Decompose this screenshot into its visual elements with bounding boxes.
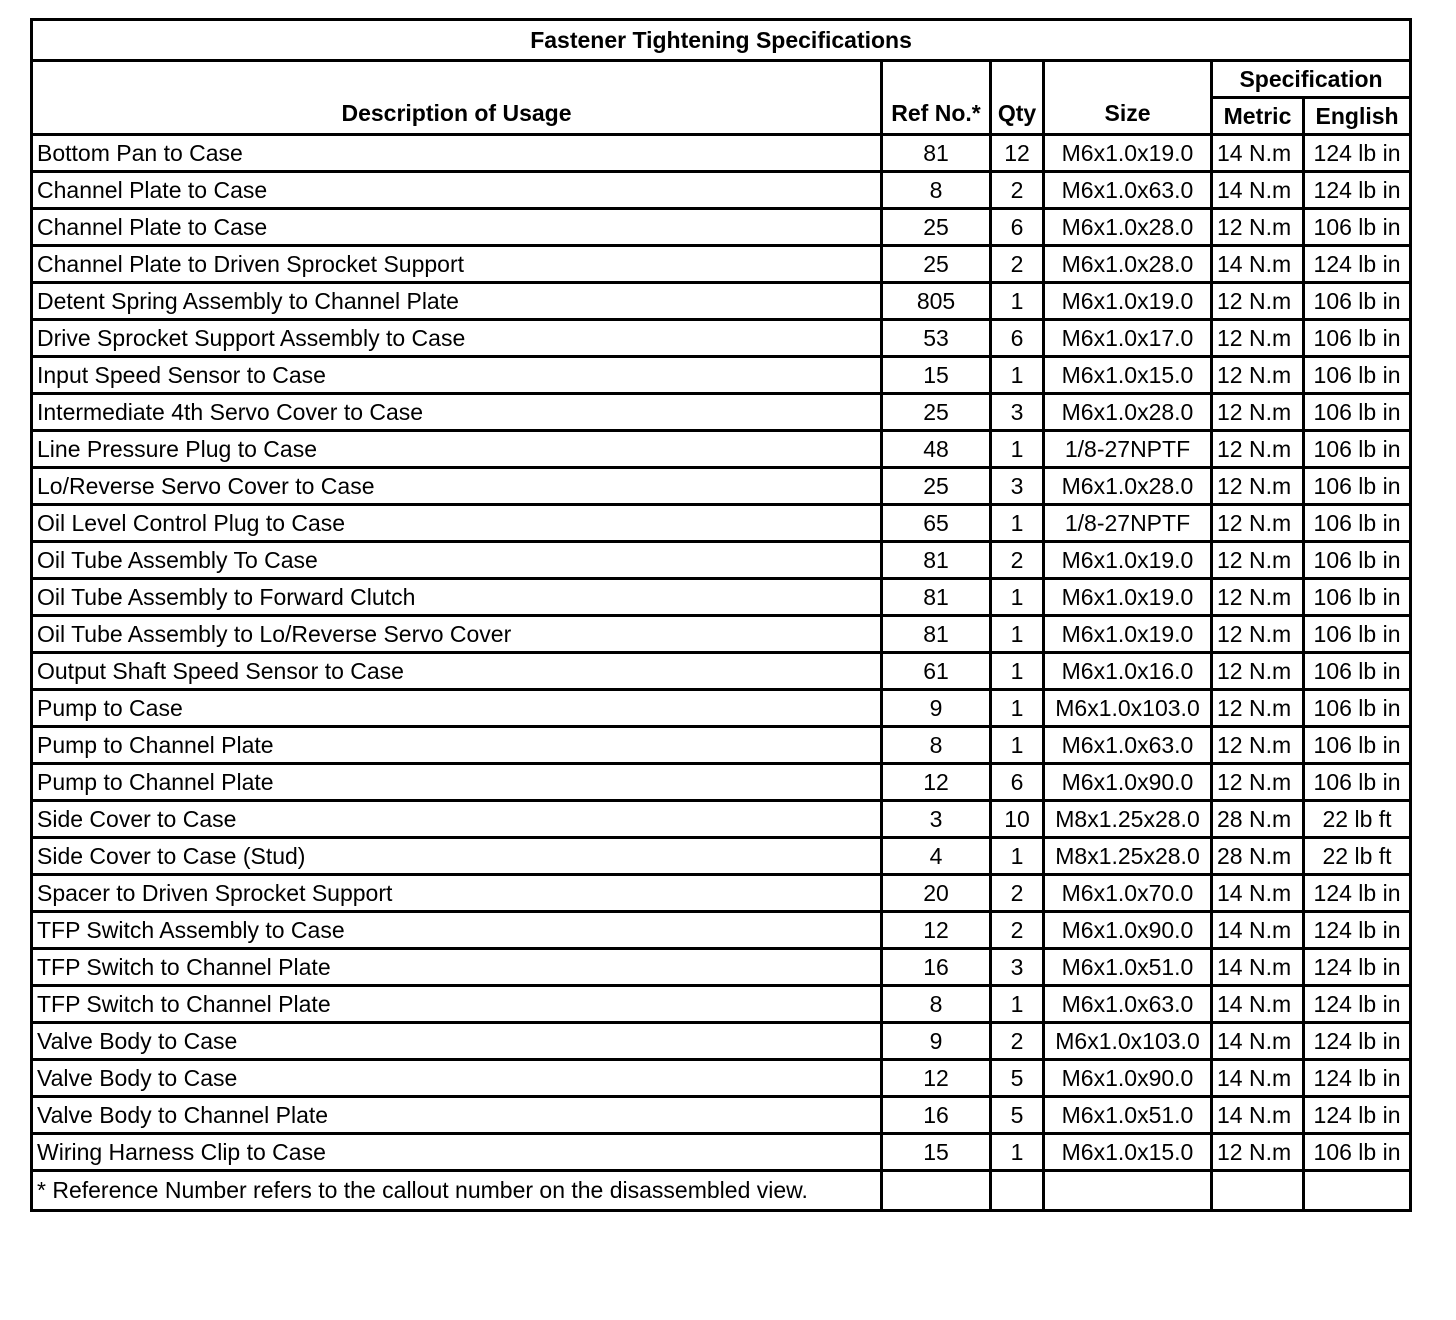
row-size: M6x1.0x19.0 — [1044, 579, 1212, 616]
table-row — [32, 949, 1411, 986]
row-size: M6x1.0x28.0 — [1044, 209, 1212, 246]
table-row — [32, 172, 1411, 209]
row-size: M6x1.0x63.0 — [1044, 727, 1212, 764]
row-ref-no: 8 — [882, 727, 991, 764]
row-description: Wiring Harness Clip to Case — [32, 1134, 882, 1171]
row-metric: 12 N.m — [1212, 579, 1304, 616]
header-size: Size — [1044, 61, 1212, 135]
table-row — [32, 209, 1411, 246]
row-english: 106 lb in — [1304, 616, 1411, 653]
table-row — [32, 690, 1411, 727]
row-description: Input Speed Sensor to Case — [32, 357, 882, 394]
table-row — [32, 283, 1411, 320]
row-qty: 6 — [991, 320, 1044, 357]
row-ref-no: 12 — [882, 764, 991, 801]
row-qty: 1 — [991, 579, 1044, 616]
row-ref-no: 81 — [882, 579, 991, 616]
row-english: 106 lb in — [1304, 764, 1411, 801]
row-description: Output Shaft Speed Sensor to Case — [32, 653, 882, 690]
row-description: Lo/Reverse Servo Cover to Case — [32, 468, 882, 505]
row-qty: 1 — [991, 431, 1044, 468]
row-description: Detent Spring Assembly to Channel Plate — [32, 283, 882, 320]
row-description: Pump to Case — [32, 690, 882, 727]
row-description: Valve Body to Case — [32, 1060, 882, 1097]
row-english: 22 lb ft — [1304, 838, 1411, 875]
row-size: M6x1.0x15.0 — [1044, 357, 1212, 394]
row-description: Oil Tube Assembly to Lo/Reverse Servo Cover — [32, 616, 882, 653]
title-row — [32, 20, 1411, 61]
row-ref-no: 25 — [882, 394, 991, 431]
row-metric: 12 N.m — [1212, 653, 1304, 690]
row-size: M6x1.0x103.0 — [1044, 690, 1212, 727]
table-row — [32, 1023, 1411, 1060]
row-metric: 14 N.m — [1212, 875, 1304, 912]
row-qty: 6 — [991, 209, 1044, 246]
table-title: Fastener Tightening Specifications — [32, 20, 1411, 61]
row-size: M6x1.0x19.0 — [1044, 283, 1212, 320]
row-ref-no: 8 — [882, 172, 991, 209]
row-qty: 2 — [991, 1023, 1044, 1060]
row-size: M6x1.0x63.0 — [1044, 986, 1212, 1023]
table-row — [32, 505, 1411, 542]
row-size: M8x1.25x28.0 — [1044, 838, 1212, 875]
row-description: Line Pressure Plug to Case — [32, 431, 882, 468]
table-row — [32, 1134, 1411, 1171]
row-metric: 14 N.m — [1212, 949, 1304, 986]
footnote-row — [32, 1171, 1411, 1211]
table-row — [32, 246, 1411, 283]
row-metric: 12 N.m — [1212, 727, 1304, 764]
row-metric: 14 N.m — [1212, 1097, 1304, 1134]
footnote-empty-cell — [1304, 1171, 1411, 1211]
row-ref-no: 3 — [882, 801, 991, 838]
row-qty: 3 — [991, 394, 1044, 431]
table-row — [32, 1060, 1411, 1097]
row-ref-no: 25 — [882, 246, 991, 283]
row-qty: 3 — [991, 468, 1044, 505]
row-qty: 2 — [991, 172, 1044, 209]
table-row — [32, 431, 1411, 468]
row-size: M6x1.0x63.0 — [1044, 172, 1212, 209]
row-size: M6x1.0x17.0 — [1044, 320, 1212, 357]
row-english: 124 lb in — [1304, 912, 1411, 949]
row-english: 106 lb in — [1304, 320, 1411, 357]
row-qty: 1 — [991, 727, 1044, 764]
footnote-text: * Reference Number refers to the callout number on the disassembled view. — [32, 1171, 882, 1211]
row-metric: 12 N.m — [1212, 431, 1304, 468]
row-description: Intermediate 4th Servo Cover to Case — [32, 394, 882, 431]
row-ref-no: 81 — [882, 135, 991, 172]
row-english: 106 lb in — [1304, 283, 1411, 320]
row-description: Spacer to Driven Sprocket Support — [32, 875, 882, 912]
row-metric: 14 N.m — [1212, 172, 1304, 209]
row-qty: 2 — [991, 246, 1044, 283]
row-qty: 1 — [991, 1134, 1044, 1171]
row-description: TFP Switch Assembly to Case — [32, 912, 882, 949]
row-qty: 6 — [991, 764, 1044, 801]
row-description: Pump to Channel Plate — [32, 764, 882, 801]
table-row — [32, 579, 1411, 616]
row-ref-no: 20 — [882, 875, 991, 912]
row-size: M6x1.0x90.0 — [1044, 912, 1212, 949]
row-size: 1/8-27NPTF — [1044, 431, 1212, 468]
header-metric: Metric — [1212, 98, 1304, 135]
row-english: 124 lb in — [1304, 1023, 1411, 1060]
row-english: 106 lb in — [1304, 690, 1411, 727]
row-size: 1/8-27NPTF — [1044, 505, 1212, 542]
table-row — [32, 357, 1411, 394]
row-ref-no: 65 — [882, 505, 991, 542]
table-row — [32, 394, 1411, 431]
header-specification: Specification — [1212, 61, 1411, 98]
row-qty: 1 — [991, 986, 1044, 1023]
row-size: M6x1.0x103.0 — [1044, 1023, 1212, 1060]
row-ref-no: 81 — [882, 616, 991, 653]
row-english: 124 lb in — [1304, 135, 1411, 172]
row-metric: 12 N.m — [1212, 320, 1304, 357]
row-description: Side Cover to Case (Stud) — [32, 838, 882, 875]
fastener-spec-table — [30, 18, 1412, 1212]
footnote-empty-cell — [882, 1171, 991, 1211]
row-metric: 28 N.m — [1212, 801, 1304, 838]
row-metric: 12 N.m — [1212, 1134, 1304, 1171]
row-ref-no: 48 — [882, 431, 991, 468]
row-size: M6x1.0x28.0 — [1044, 394, 1212, 431]
row-english: 124 lb in — [1304, 949, 1411, 986]
row-description: Bottom Pan to Case — [32, 135, 882, 172]
row-size: M6x1.0x16.0 — [1044, 653, 1212, 690]
row-metric: 14 N.m — [1212, 246, 1304, 283]
row-description: TFP Switch to Channel Plate — [32, 949, 882, 986]
row-description: Drive Sprocket Support Assembly to Case — [32, 320, 882, 357]
row-english: 106 lb in — [1304, 542, 1411, 579]
header-row — [32, 61, 1411, 98]
row-size: M6x1.0x90.0 — [1044, 1060, 1212, 1097]
row-size: M6x1.0x90.0 — [1044, 764, 1212, 801]
row-qty: 1 — [991, 653, 1044, 690]
row-size: M6x1.0x51.0 — [1044, 1097, 1212, 1134]
row-ref-no: 9 — [882, 690, 991, 727]
row-ref-no: 16 — [882, 949, 991, 986]
row-metric: 12 N.m — [1212, 616, 1304, 653]
row-size: M6x1.0x28.0 — [1044, 246, 1212, 283]
table-row — [32, 320, 1411, 357]
row-size: M6x1.0x15.0 — [1044, 1134, 1212, 1171]
row-english: 106 lb in — [1304, 727, 1411, 764]
table-row — [32, 986, 1411, 1023]
row-qty: 2 — [991, 875, 1044, 912]
row-qty: 12 — [991, 135, 1044, 172]
row-size: M6x1.0x28.0 — [1044, 468, 1212, 505]
row-english: 106 lb in — [1304, 394, 1411, 431]
row-ref-no: 16 — [882, 1097, 991, 1134]
header-ref-no: Ref No.* — [882, 61, 991, 135]
table-row — [32, 764, 1411, 801]
row-metric: 14 N.m — [1212, 1060, 1304, 1097]
row-english: 124 lb in — [1304, 1060, 1411, 1097]
row-english: 106 lb in — [1304, 653, 1411, 690]
row-qty: 3 — [991, 949, 1044, 986]
row-qty: 1 — [991, 838, 1044, 875]
row-description: Side Cover to Case — [32, 801, 882, 838]
row-ref-no: 12 — [882, 912, 991, 949]
row-english: 124 lb in — [1304, 1097, 1411, 1134]
row-metric: 12 N.m — [1212, 357, 1304, 394]
row-ref-no: 9 — [882, 1023, 991, 1060]
row-description: Pump to Channel Plate — [32, 727, 882, 764]
row-metric: 12 N.m — [1212, 690, 1304, 727]
row-ref-no: 53 — [882, 320, 991, 357]
footnote-empty-cell — [991, 1171, 1044, 1211]
row-ref-no: 25 — [882, 209, 991, 246]
row-english: 124 lb in — [1304, 246, 1411, 283]
row-metric: 12 N.m — [1212, 468, 1304, 505]
row-qty: 1 — [991, 357, 1044, 394]
row-description: TFP Switch to Channel Plate — [32, 986, 882, 1023]
header-qty: Qty — [991, 61, 1044, 135]
row-qty: 1 — [991, 283, 1044, 320]
row-metric: 12 N.m — [1212, 283, 1304, 320]
table-row — [32, 912, 1411, 949]
table-row — [32, 1097, 1411, 1134]
row-metric: 14 N.m — [1212, 135, 1304, 172]
row-qty: 2 — [991, 542, 1044, 579]
row-english: 106 lb in — [1304, 468, 1411, 505]
row-qty: 2 — [991, 912, 1044, 949]
row-size: M6x1.0x70.0 — [1044, 875, 1212, 912]
row-ref-no: 61 — [882, 653, 991, 690]
row-qty: 5 — [991, 1060, 1044, 1097]
row-qty: 10 — [991, 801, 1044, 838]
row-qty: 1 — [991, 690, 1044, 727]
table-row — [32, 727, 1411, 764]
row-description: Valve Body to Case — [32, 1023, 882, 1060]
row-description: Oil Tube Assembly to Forward Clutch — [32, 579, 882, 616]
row-size: M6x1.0x19.0 — [1044, 542, 1212, 579]
row-english: 106 lb in — [1304, 1134, 1411, 1171]
row-metric: 14 N.m — [1212, 986, 1304, 1023]
row-size: M6x1.0x19.0 — [1044, 616, 1212, 653]
row-metric: 14 N.m — [1212, 1023, 1304, 1060]
row-metric: 14 N.m — [1212, 912, 1304, 949]
footnote-empty-cell — [1212, 1171, 1304, 1211]
row-description: Channel Plate to Case — [32, 209, 882, 246]
table-row — [32, 875, 1411, 912]
header-english: English — [1304, 98, 1411, 135]
table-row — [32, 838, 1411, 875]
row-ref-no: 81 — [882, 542, 991, 579]
row-description: Channel Plate to Driven Sprocket Support — [32, 246, 882, 283]
row-ref-no: 805 — [882, 283, 991, 320]
row-size: M6x1.0x51.0 — [1044, 949, 1212, 986]
header-description: Description of Usage — [32, 61, 882, 135]
row-size: M6x1.0x19.0 — [1044, 135, 1212, 172]
row-english: 106 lb in — [1304, 431, 1411, 468]
row-english: 106 lb in — [1304, 579, 1411, 616]
row-english: 124 lb in — [1304, 172, 1411, 209]
row-metric: 12 N.m — [1212, 209, 1304, 246]
row-qty: 5 — [991, 1097, 1044, 1134]
row-english: 22 lb ft — [1304, 801, 1411, 838]
row-qty: 1 — [991, 616, 1044, 653]
table-row — [32, 135, 1411, 172]
row-ref-no: 15 — [882, 1134, 991, 1171]
table-row — [32, 468, 1411, 505]
row-english: 106 lb in — [1304, 357, 1411, 394]
row-description: Channel Plate to Case — [32, 172, 882, 209]
row-english: 106 lb in — [1304, 209, 1411, 246]
row-english: 124 lb in — [1304, 875, 1411, 912]
row-ref-no: 12 — [882, 1060, 991, 1097]
row-ref-no: 15 — [882, 357, 991, 394]
row-description: Oil Tube Assembly To Case — [32, 542, 882, 579]
footnote-empty-cell — [1044, 1171, 1212, 1211]
row-ref-no: 8 — [882, 986, 991, 1023]
row-metric: 12 N.m — [1212, 542, 1304, 579]
row-ref-no: 4 — [882, 838, 991, 875]
row-ref-no: 25 — [882, 468, 991, 505]
row-metric: 12 N.m — [1212, 394, 1304, 431]
row-qty: 1 — [991, 505, 1044, 542]
row-metric: 28 N.m — [1212, 838, 1304, 875]
table-row — [32, 616, 1411, 653]
table-row — [32, 801, 1411, 838]
row-metric: 12 N.m — [1212, 764, 1304, 801]
row-size: M8x1.25x28.0 — [1044, 801, 1212, 838]
row-metric: 12 N.m — [1212, 505, 1304, 542]
row-description: Valve Body to Channel Plate — [32, 1097, 882, 1134]
table-row — [32, 653, 1411, 690]
row-description: Oil Level Control Plug to Case — [32, 505, 882, 542]
table-row — [32, 542, 1411, 579]
row-english: 106 lb in — [1304, 505, 1411, 542]
row-english: 124 lb in — [1304, 986, 1411, 1023]
